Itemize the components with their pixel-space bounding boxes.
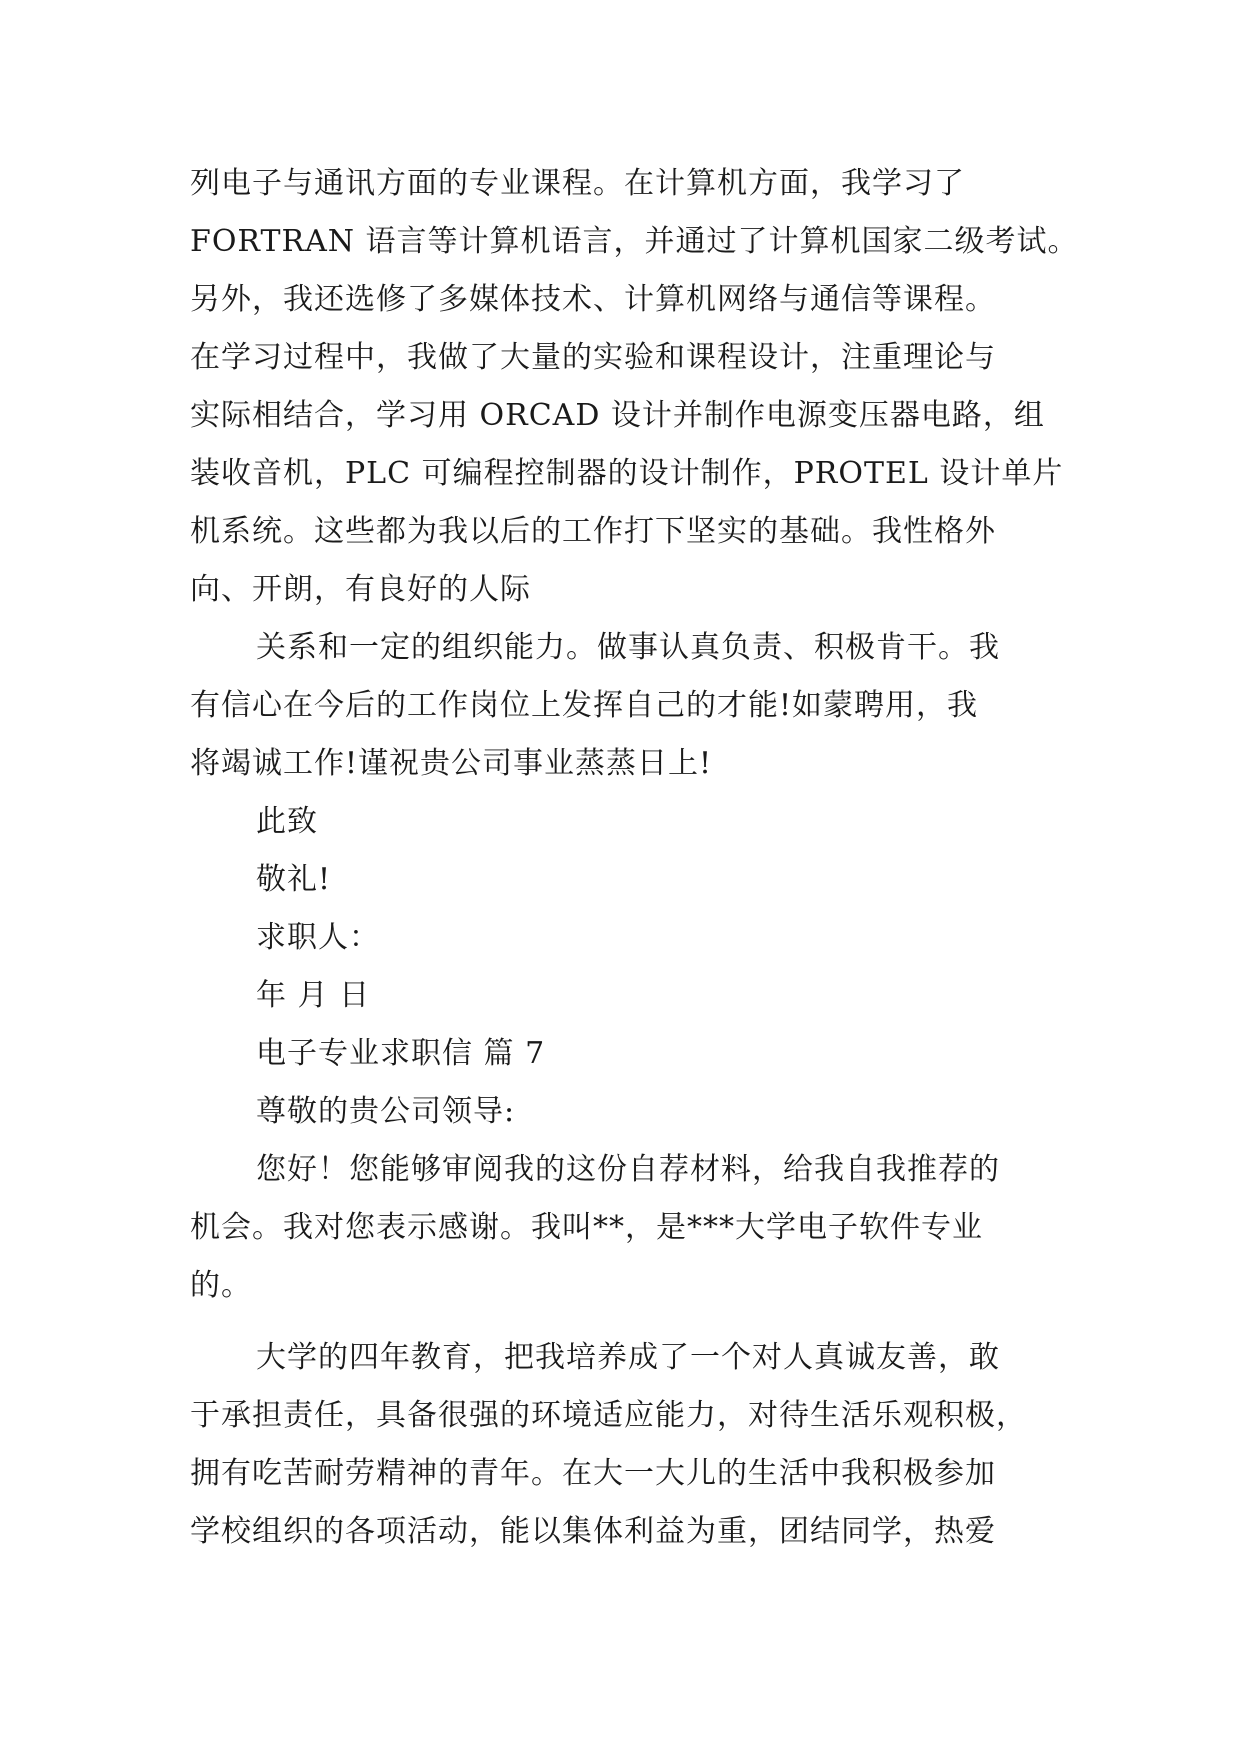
text-line: 于承担责任，具备很强的环境适应能力，对待生活乐观积极，: [190, 1398, 1027, 1433]
text-line: 有信心在今后的工作岗位上发挥自己的才能!如蒙聘用，我: [190, 688, 979, 723]
text-line: 在学习过程中，我做了大量的实验和课程设计，注重理论与: [190, 340, 996, 375]
text-line: 另外，我还选修了多媒体技术、计算机网络与通信等课程。: [190, 282, 996, 317]
closing-salutation: 此致: [256, 804, 318, 839]
text-line: 拥有吃苦耐劳精神的青年。在大一大儿的生活中我积极参加: [190, 1456, 996, 1491]
document-body: [190, 155, 1079, 1561]
text-line: 将竭诚工作!谨祝贵公司事业蒸蒸日上!: [190, 746, 713, 781]
greeting-line: 尊敬的贵公司领导:: [256, 1094, 516, 1129]
text-line: 机系统。这些都为我以后的工作打下坚实的基础。我性格外: [190, 514, 996, 549]
paragraph-start-line: 您好！您能够审阅我的这份自荐材料，给我自我推荐的: [256, 1152, 1000, 1187]
section-heading: 电子专业求职信 篇 7: [256, 1036, 546, 1071]
text-line: 学校组织的各项活动，能以集体利益为重，团结同学，热爱: [190, 1514, 996, 1549]
text-line: 机会。我对您表示感谢。我叫**，是***大学电子软件专业: [190, 1210, 983, 1245]
paragraph-start-line: 大学的四年教育，把我培养成了一个对人真诚友善，敢: [256, 1340, 1000, 1375]
text-line: 装收音机，PLC 可编程控制器的设计制作，PROTEL 设计单片: [190, 456, 1064, 491]
text-line: 列电子与通讯方面的专业课程。在计算机方面，我学习了: [190, 166, 965, 201]
paragraph-start-line: 关系和一定的组织能力。做事认真负责、积极肯干。我: [256, 630, 1000, 665]
signature-label: 求职人：: [256, 920, 380, 955]
text-line: 实际相结合，学习用 ORCAD 设计并制作电源变压器电路，组: [190, 398, 1045, 433]
text-line: 向、开朗，有良好的人际: [190, 572, 531, 607]
text-line: FORTRAN 语言等计算机语言，并通过了计算机国家二级考试。: [190, 224, 1079, 259]
date-line: 年 月 日: [256, 978, 371, 1013]
text-line: 的。: [190, 1268, 252, 1303]
closing-regards: 敬礼!: [256, 862, 332, 897]
